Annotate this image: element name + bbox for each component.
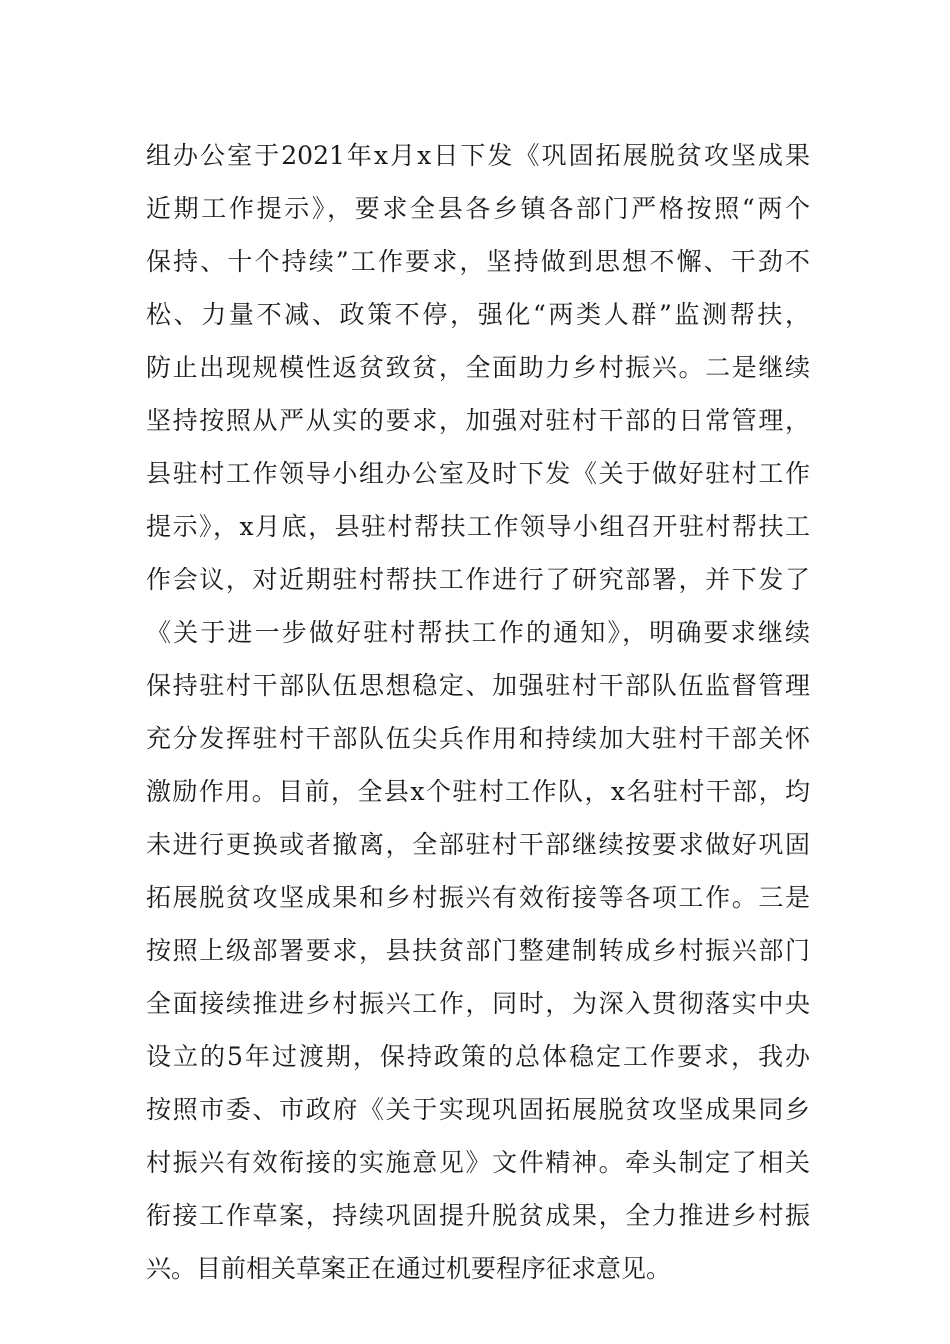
text-line-14: 未进行更换或者撤离，全部驻村干部继续按要求做好巩固 xyxy=(146,830,810,859)
text-line-1: 组办公室于2021年x月x日下发《巩固拓展脱贫攻坚成果 xyxy=(146,141,810,170)
text-line-21: 衔接工作草案，持续巩固提升脱贫成果，全力推进乡村振 xyxy=(146,1201,810,1230)
text-line-18: 设立的5年过渡期，保持政策的总体稳定工作要求，我办 xyxy=(146,1042,810,1071)
text-line-17: 全面接续推进乡村振兴工作，同时，为深入贯彻落实中央 xyxy=(146,989,810,1018)
text-line-3: 保持、十个持续”工作要求，坚持做到思想不懈、干劲不 xyxy=(146,247,810,276)
text-line-20: 村振兴有效衔接的实施意见》文件精神。牵头制定了相关 xyxy=(146,1148,810,1177)
text-line-9: 作会议，对近期驻村帮扶工作进行了研究部署，并下发了 xyxy=(146,565,810,594)
text-line-4: 松、力量不减、政策不停，强化“两类人群”监测帮扶， xyxy=(146,300,810,329)
body-paragraph xyxy=(146,129,810,1295)
text-line-7: 县驻村工作领导小组办公室及时下发《关于做好驻村工作 xyxy=(146,459,810,488)
text-line-10: 《关于进一步做好驻村帮扶工作的通知》，明确要求继续 xyxy=(146,618,810,647)
text-line-12: 充分发挥驻村干部队伍尖兵作用和持续加大驻村干部关怀 xyxy=(146,724,810,753)
text-line-11: 保持驻村干部队伍思想稳定、加强驻村干部队伍监督管理 xyxy=(146,671,810,700)
text-line-16: 按照上级部署要求，县扶贫部门整建制转成乡村振兴部门 xyxy=(146,936,810,965)
text-line-6: 坚持按照从严从实的要求，加强对驻村干部的日常管理， xyxy=(146,406,810,435)
text-line-8: 提示》，x月底，县驻村帮扶工作领导小组召开驻村帮扶工 xyxy=(146,512,810,541)
text-line-2: 近期工作提示》，要求全县各乡镇各部门严格按照“两个 xyxy=(146,194,810,223)
text-line-19: 按照市委、市政府《关于实现巩固拓展脱贫攻坚成果同乡 xyxy=(146,1095,810,1124)
text-line-13: 激励作用。目前，全县x个驻村工作队，x名驻村干部，均 xyxy=(146,777,810,806)
text-line-22: 兴。目前相关草案正在通过机要程序征求意见。 xyxy=(146,1254,672,1283)
text-line-15: 拓展脱贫攻坚成果和乡村振兴有效衔接等各项工作。三是 xyxy=(146,883,810,912)
text-line-5: 防止出现规模性返贫致贫，全面助力乡村振兴。二是继续 xyxy=(146,353,810,382)
